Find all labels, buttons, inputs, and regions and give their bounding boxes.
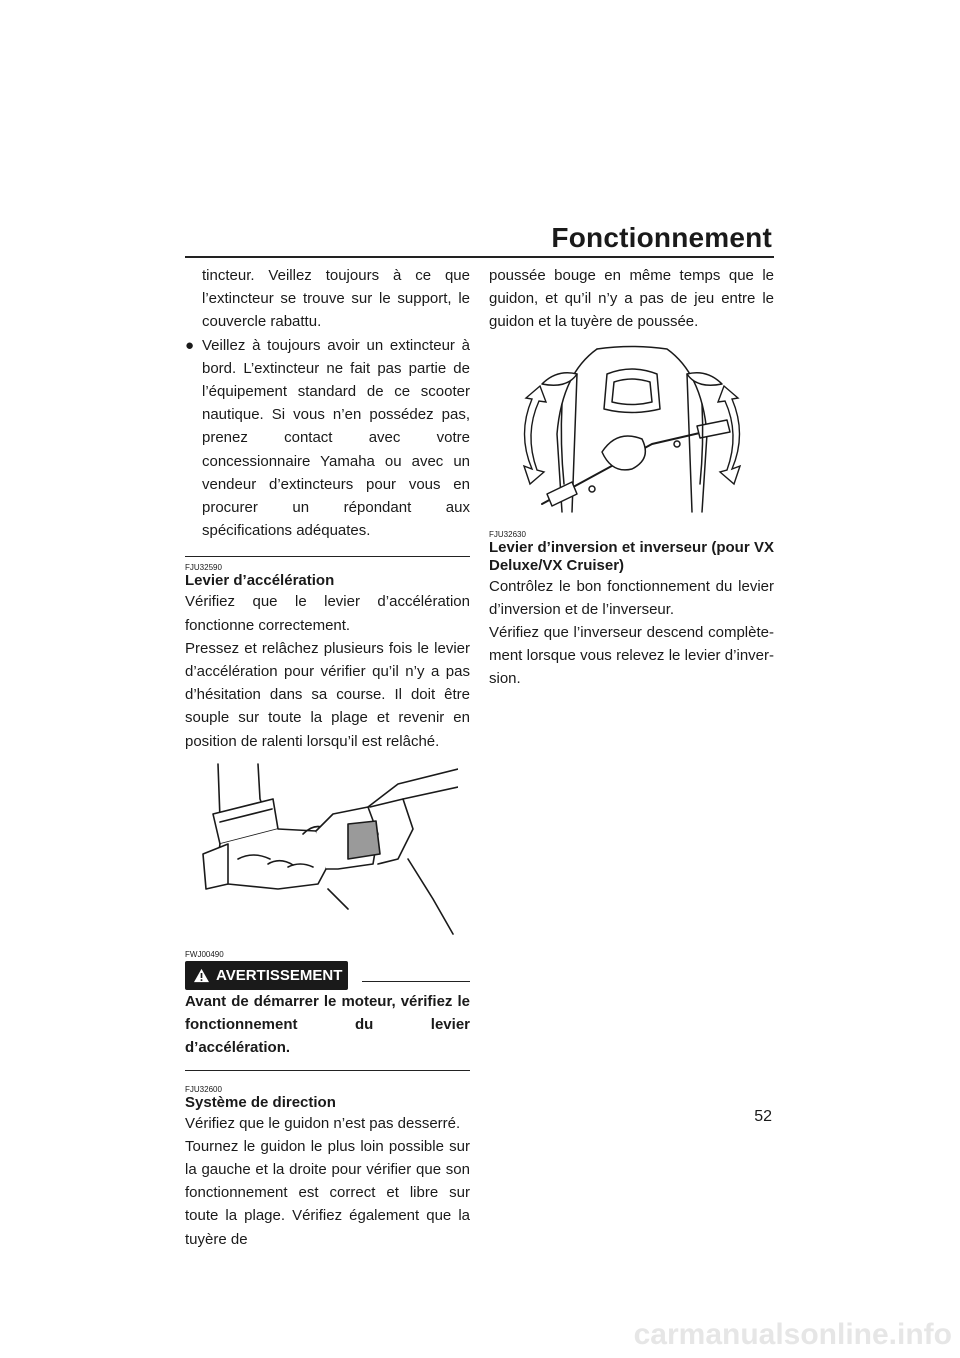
warning-end-rule bbox=[185, 1070, 470, 1071]
section-code: FJU32600 bbox=[185, 1084, 222, 1094]
rotation-arrow-right bbox=[718, 386, 740, 484]
throttle-paragraph-2: Pressez et relâchez plusieurs fois le levier d’accélération pour vérifier qu’il n’y a pas d’hésitation dans sa course. Il doit être souple sur toute la plage et revenir en position de ralenti lorsqu’il est relâché. bbox=[185, 639, 470, 750]
warning-block bbox=[185, 950, 470, 1071]
left-column bbox=[185, 264, 470, 1251]
right-column bbox=[489, 264, 774, 691]
steering-handlebar-illustration bbox=[502, 344, 762, 514]
intro-continuation: tincteur. Veillez toujours à ce que l’extincteur se trouve sur le support, le couvercle rabattu. bbox=[202, 267, 470, 331]
bullet-icon: ● bbox=[185, 336, 195, 354]
watermark-text: carmanualsonline.info bbox=[633, 1318, 952, 1351]
reverse-paragraph-1: Contrôlez le bon fonctionnement du levier d’inversion et de l’inverseur. bbox=[489, 577, 774, 618]
warning-rule bbox=[362, 981, 470, 982]
section-code: FJU32590 bbox=[185, 563, 222, 573]
warning-code: FWJ00490 bbox=[185, 949, 224, 959]
steering-paragraph-1: Vérifiez que le guidon n’est pas desserré. bbox=[185, 1114, 461, 1132]
section-divider bbox=[185, 556, 470, 557]
steering-continuation: poussée bouge en même temps que le guidon, et qu’il n’y a pas de jeu entre le guidon et la tuyère de poussée. bbox=[489, 267, 774, 331]
warning-header bbox=[185, 961, 470, 990]
warning-label: AVERTISSEMENT bbox=[216, 966, 343, 984]
rotation-arrow-left bbox=[524, 386, 546, 484]
warning-badge bbox=[185, 961, 348, 990]
steering-paragraph-2: Tournez le guidon le plus loin possible sur la gauche et la droite pour vérifier que son fonctionnement est correct et libre sur toute la plage. Vérifiez également que la tuyère de bbox=[185, 1137, 470, 1248]
section-heading-reverse: Levier d’inversion et inverseur (pour VX Deluxe/VX Cruiser) bbox=[489, 538, 774, 574]
bullet-extinguisher bbox=[185, 334, 470, 543]
warning-text: Avant de démarrer le moteur, vérifiez le fonctionnement du levier d’accélération. bbox=[185, 993, 470, 1057]
title-rule bbox=[185, 256, 774, 258]
page-title: Fonctionnement bbox=[551, 222, 772, 253]
site-watermark-logo bbox=[580, 1314, 960, 1354]
warning-triangle-icon bbox=[193, 968, 210, 983]
section-heading-throttle: Levier d’accélération bbox=[185, 572, 335, 590]
section-code: FJU32630 bbox=[489, 529, 526, 539]
reverse-paragraph-2: Vérifiez que l’inverseur descend complètement lorsque vous relevez le levier d’inversion. bbox=[489, 624, 774, 688]
throttle-lever-illustration bbox=[198, 759, 458, 944]
bullet-text: Veillez à toujours avoir un extincteur à bord. L’extincteur ne fait pas partie de l’équipement standard de ce scooter nautique. Si vous n’en possédez pas, prenez contact avec votre concessionnaire Yamaha ou avec un vendeur d’extincteurs pour vous en procurer un répondant aux spécifications adéquates. bbox=[202, 336, 470, 540]
page-number: 52 bbox=[754, 1108, 772, 1125]
section-heading-steering: Système de direction bbox=[185, 1093, 336, 1111]
throttle-paragraph-1: Vérifiez que le levier d’accélération fonctionne correctement. bbox=[185, 593, 470, 634]
